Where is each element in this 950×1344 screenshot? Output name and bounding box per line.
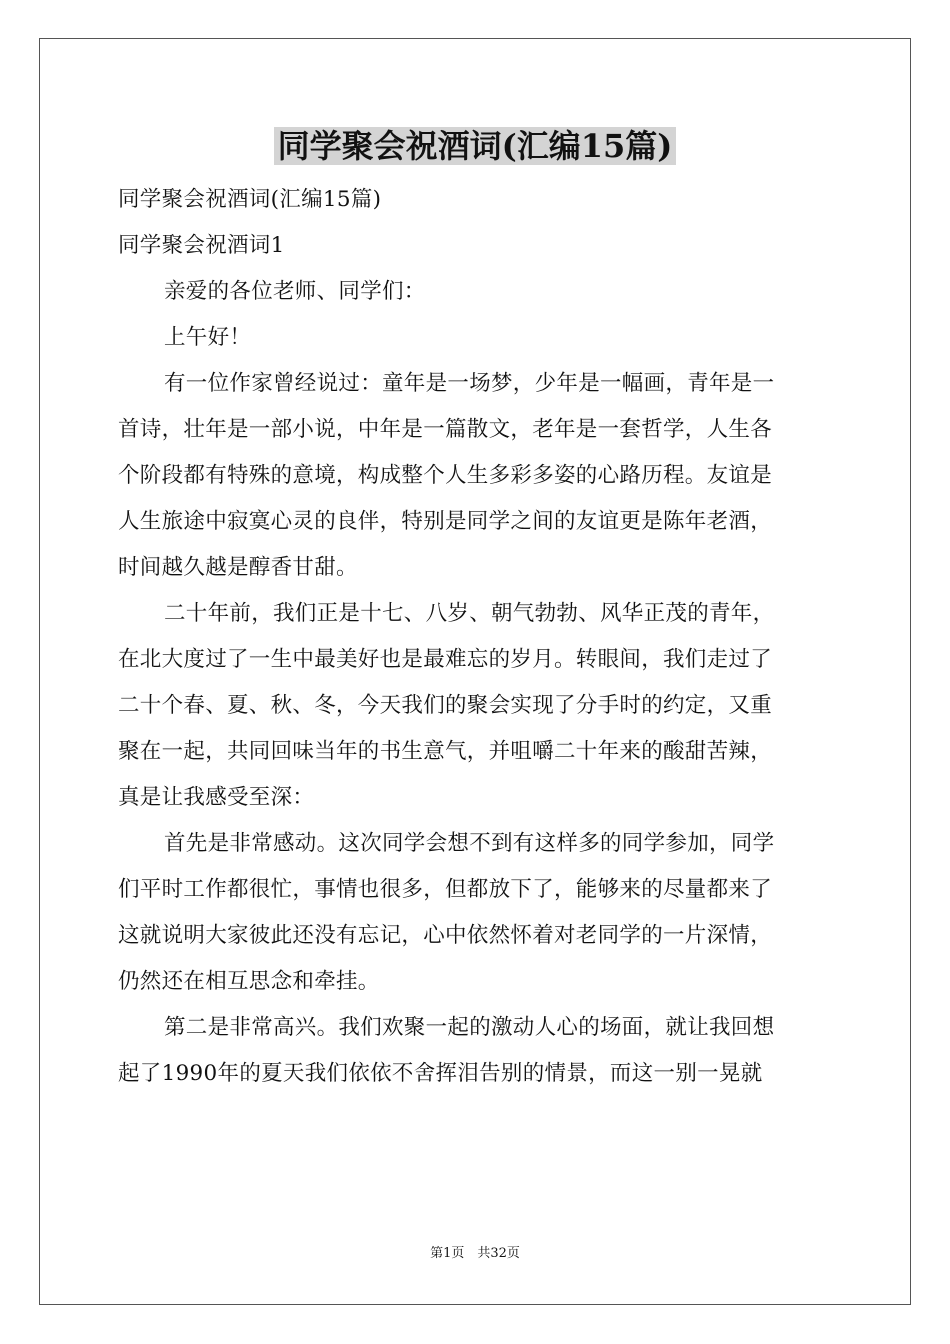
paragraph-line: 第二是非常高兴。我们欢聚一起的激动人心的场面，就让我回想: [164, 1015, 775, 1040]
section-heading: 同学聚会祝酒词1: [118, 233, 285, 258]
paragraph-line: 首诗，壮年是一部小说，中年是一篇散文，老年是一套哲学，人生各: [118, 417, 773, 442]
page-footer: 第1页 共32页: [430, 1246, 520, 1261]
paragraph-line: 在北大度过了一生中最美好也是最难忘的岁月。转眼间，我们走过了: [118, 647, 773, 672]
paragraph-line: 真是让我感受至深：: [118, 785, 315, 810]
paragraph-line: 二十个春、夏、秋、冬，今天我们的聚会实现了分手时的约定，又重: [118, 693, 773, 718]
paragraph-line: 个阶段都有特殊的意境，构成整个人生多彩多姿的心路历程。友谊是: [118, 463, 773, 488]
document-body: [118, 177, 834, 1097]
paragraph-line: 仍然还在相互思念和牵挂。: [118, 969, 380, 994]
paragraph-line: 这就说明大家彼此还没有忘记，心中依然怀着对老同学的一片深情，: [118, 923, 773, 948]
paragraph-line: 上午好！: [164, 325, 252, 350]
document-title-text: 同学聚会祝酒词(汇编15篇): [274, 127, 677, 165]
paragraph-line: 聚在一起，共同回味当年的书生意气，并咀嚼二十年来的酸甜苦辣，: [118, 739, 773, 764]
subtitle-line: 同学聚会祝酒词(汇编15篇): [118, 187, 382, 212]
document-title: [0, 124, 950, 168]
paragraph-line: 们平时工作都很忙，事情也很多，但都放下了，能够来的尽量都来了: [118, 877, 773, 902]
paragraph-line: 亲爱的各位老师、同学们：: [164, 279, 426, 304]
paragraph-line: 二十年前，我们正是十七、八岁、朝气勃勃、风华正茂的青年，: [164, 601, 775, 626]
paragraph-line: 人生旅途中寂寞心灵的良伴，特别是同学之间的友谊更是陈年老酒，: [118, 509, 773, 534]
paragraph-line: 时间越久越是醇香甘甜。: [118, 555, 358, 580]
paragraph-line: 有一位作家曾经说过：童年是一场梦，少年是一幅画，青年是一: [164, 371, 775, 396]
paragraph-line: 起了1990年的夏天我们依依不舍挥泪告别的情景，而这一别一晃就: [118, 1061, 763, 1086]
paragraph-line: 首先是非常感动。这次同学会想不到有这样多的同学参加，同学: [164, 831, 775, 856]
